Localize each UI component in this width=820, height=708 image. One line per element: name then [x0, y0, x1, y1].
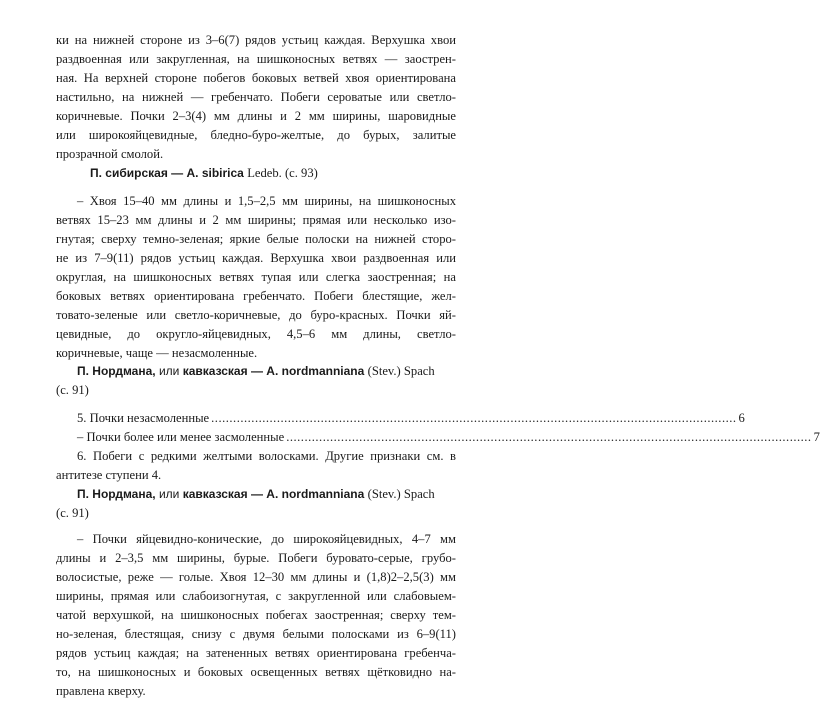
text-line: товато-зеленые или светло-коричневые, до буро-красных. Почки яй-	[56, 308, 456, 322]
species-heading-nordmanniana	[77, 363, 456, 380]
text-line: раздвоенная или закругленная, на шишконосных ветвях — заострен-	[56, 52, 456, 66]
text-line: чатой верхушкой, на шишконосных побегах заостренная; сверху тем-	[56, 608, 456, 622]
species-heading-sibirica	[90, 165, 460, 182]
key-step-6: 6. Побеги с редкими желтыми волосками. Другие признаки см. в	[77, 449, 456, 463]
text-line: не из 7–9(11) рядов устьиц каждая. Верхушка хвои раздвоенная или	[56, 251, 456, 265]
text-line: длины и 2–3,5 мм ширины, бурые. Побеги буровато-серые, грубо-	[56, 551, 456, 565]
text-line: или широкояйцевидные, бледно-буро-желтые, до бурых, залитые	[56, 128, 456, 142]
key-text: – Почки более или менее засмоленные	[77, 430, 285, 444]
species-page-ref: (с. 91)	[56, 506, 89, 520]
key-text: 5. Почки незасмоленные	[77, 411, 210, 425]
key-step-5	[77, 410, 745, 427]
species-name-part: кавказская — A. nordmanniana	[182, 364, 365, 378]
text-line: рядов устьиц каждая; на затененных ветвях ориентирована гребенча-	[56, 646, 456, 660]
text-line: то, на шишконосных и боковых освещенных ветвях щётковидно на-	[56, 665, 456, 679]
text-line: округлая, на шишконосных ветвях тупая или слегка заостренная; на	[56, 270, 456, 284]
leader-dots: ................................................................................................................................................	[286, 430, 812, 444]
text-line: ширины, прямая или слабоизогнутая, с закругленной или слабовыем-	[56, 589, 456, 603]
text-line: настильно, на нижней — гребенчато. Побеги сероватые или светло-	[56, 90, 456, 104]
text-line: волосистые, реже — голые. Хвоя 12–30 мм длины и (1,8)2–2,5(3) мм	[56, 570, 456, 584]
text-line: ветвях 15–23 мм длины и 2 мм ширины; прямая или несколько изо-	[56, 213, 456, 227]
species-name-part: кавказская — A. nordmanniana	[182, 487, 365, 501]
text-line: ная. На верхней стороне побегов боковых ветвей хвоя ориентирована	[56, 71, 456, 85]
species-name-part: П. Нордмана,	[77, 364, 156, 378]
leader-dots: ................................................................................................................................................	[211, 411, 737, 425]
species-author: (Stev.) Spach	[367, 487, 435, 501]
text-line: но-зеленая, блестящая, снизу с двумя белыми полосками из 6–9(11)	[56, 627, 456, 641]
species-heading-nordmanniana-2	[77, 486, 456, 503]
text-line: боковых ветвях ориентирована гребенчато. Побеги блестящие, жел-	[56, 289, 456, 303]
species-or: или	[158, 487, 180, 501]
text-line: коричневые. Почки 2–3(4) мм длины и 2 мм ширины, шаровидные	[56, 109, 456, 123]
text-line: прозрачной смолой.	[56, 147, 164, 161]
key-step-6-cont: антитезе ступени 4.	[56, 468, 162, 482]
text-line: ки на нижней стороне из 3–6(7) рядов устьиц каждая. Верхушка хвои	[56, 33, 456, 47]
key-step-5-alt	[77, 429, 820, 446]
text-line: правлена кверху.	[56, 684, 146, 698]
species-author-ref: Ledeb. (с. 93)	[247, 166, 318, 180]
key-target: 6	[738, 411, 745, 425]
species-page-ref: (с. 91)	[56, 383, 89, 397]
text-line: гнутая; сверху темно-зеленая; яркие белые полоски на нижней сторо-	[56, 232, 456, 246]
species-author: (Stev.) Spach	[367, 364, 435, 378]
species-name-part: П. Нордмана,	[77, 487, 156, 501]
text-line: – Почки яйцевидно-конические, до широкояйцевидных, 4–7 мм	[77, 532, 456, 546]
species-or: или	[158, 364, 180, 378]
text-line: цевидные, до округло-яйцевидных, 4,5–6 мм длины, светло-	[56, 327, 456, 341]
species-name: П. сибирская — A. sibirica	[90, 166, 244, 180]
text-line: коричневые, чаще — незасмоленные.	[56, 346, 258, 360]
text-line: – Хвоя 15–40 мм длины и 1,5–2,5 мм ширины, на шишконосных	[77, 194, 456, 208]
key-target: 7	[813, 430, 820, 444]
